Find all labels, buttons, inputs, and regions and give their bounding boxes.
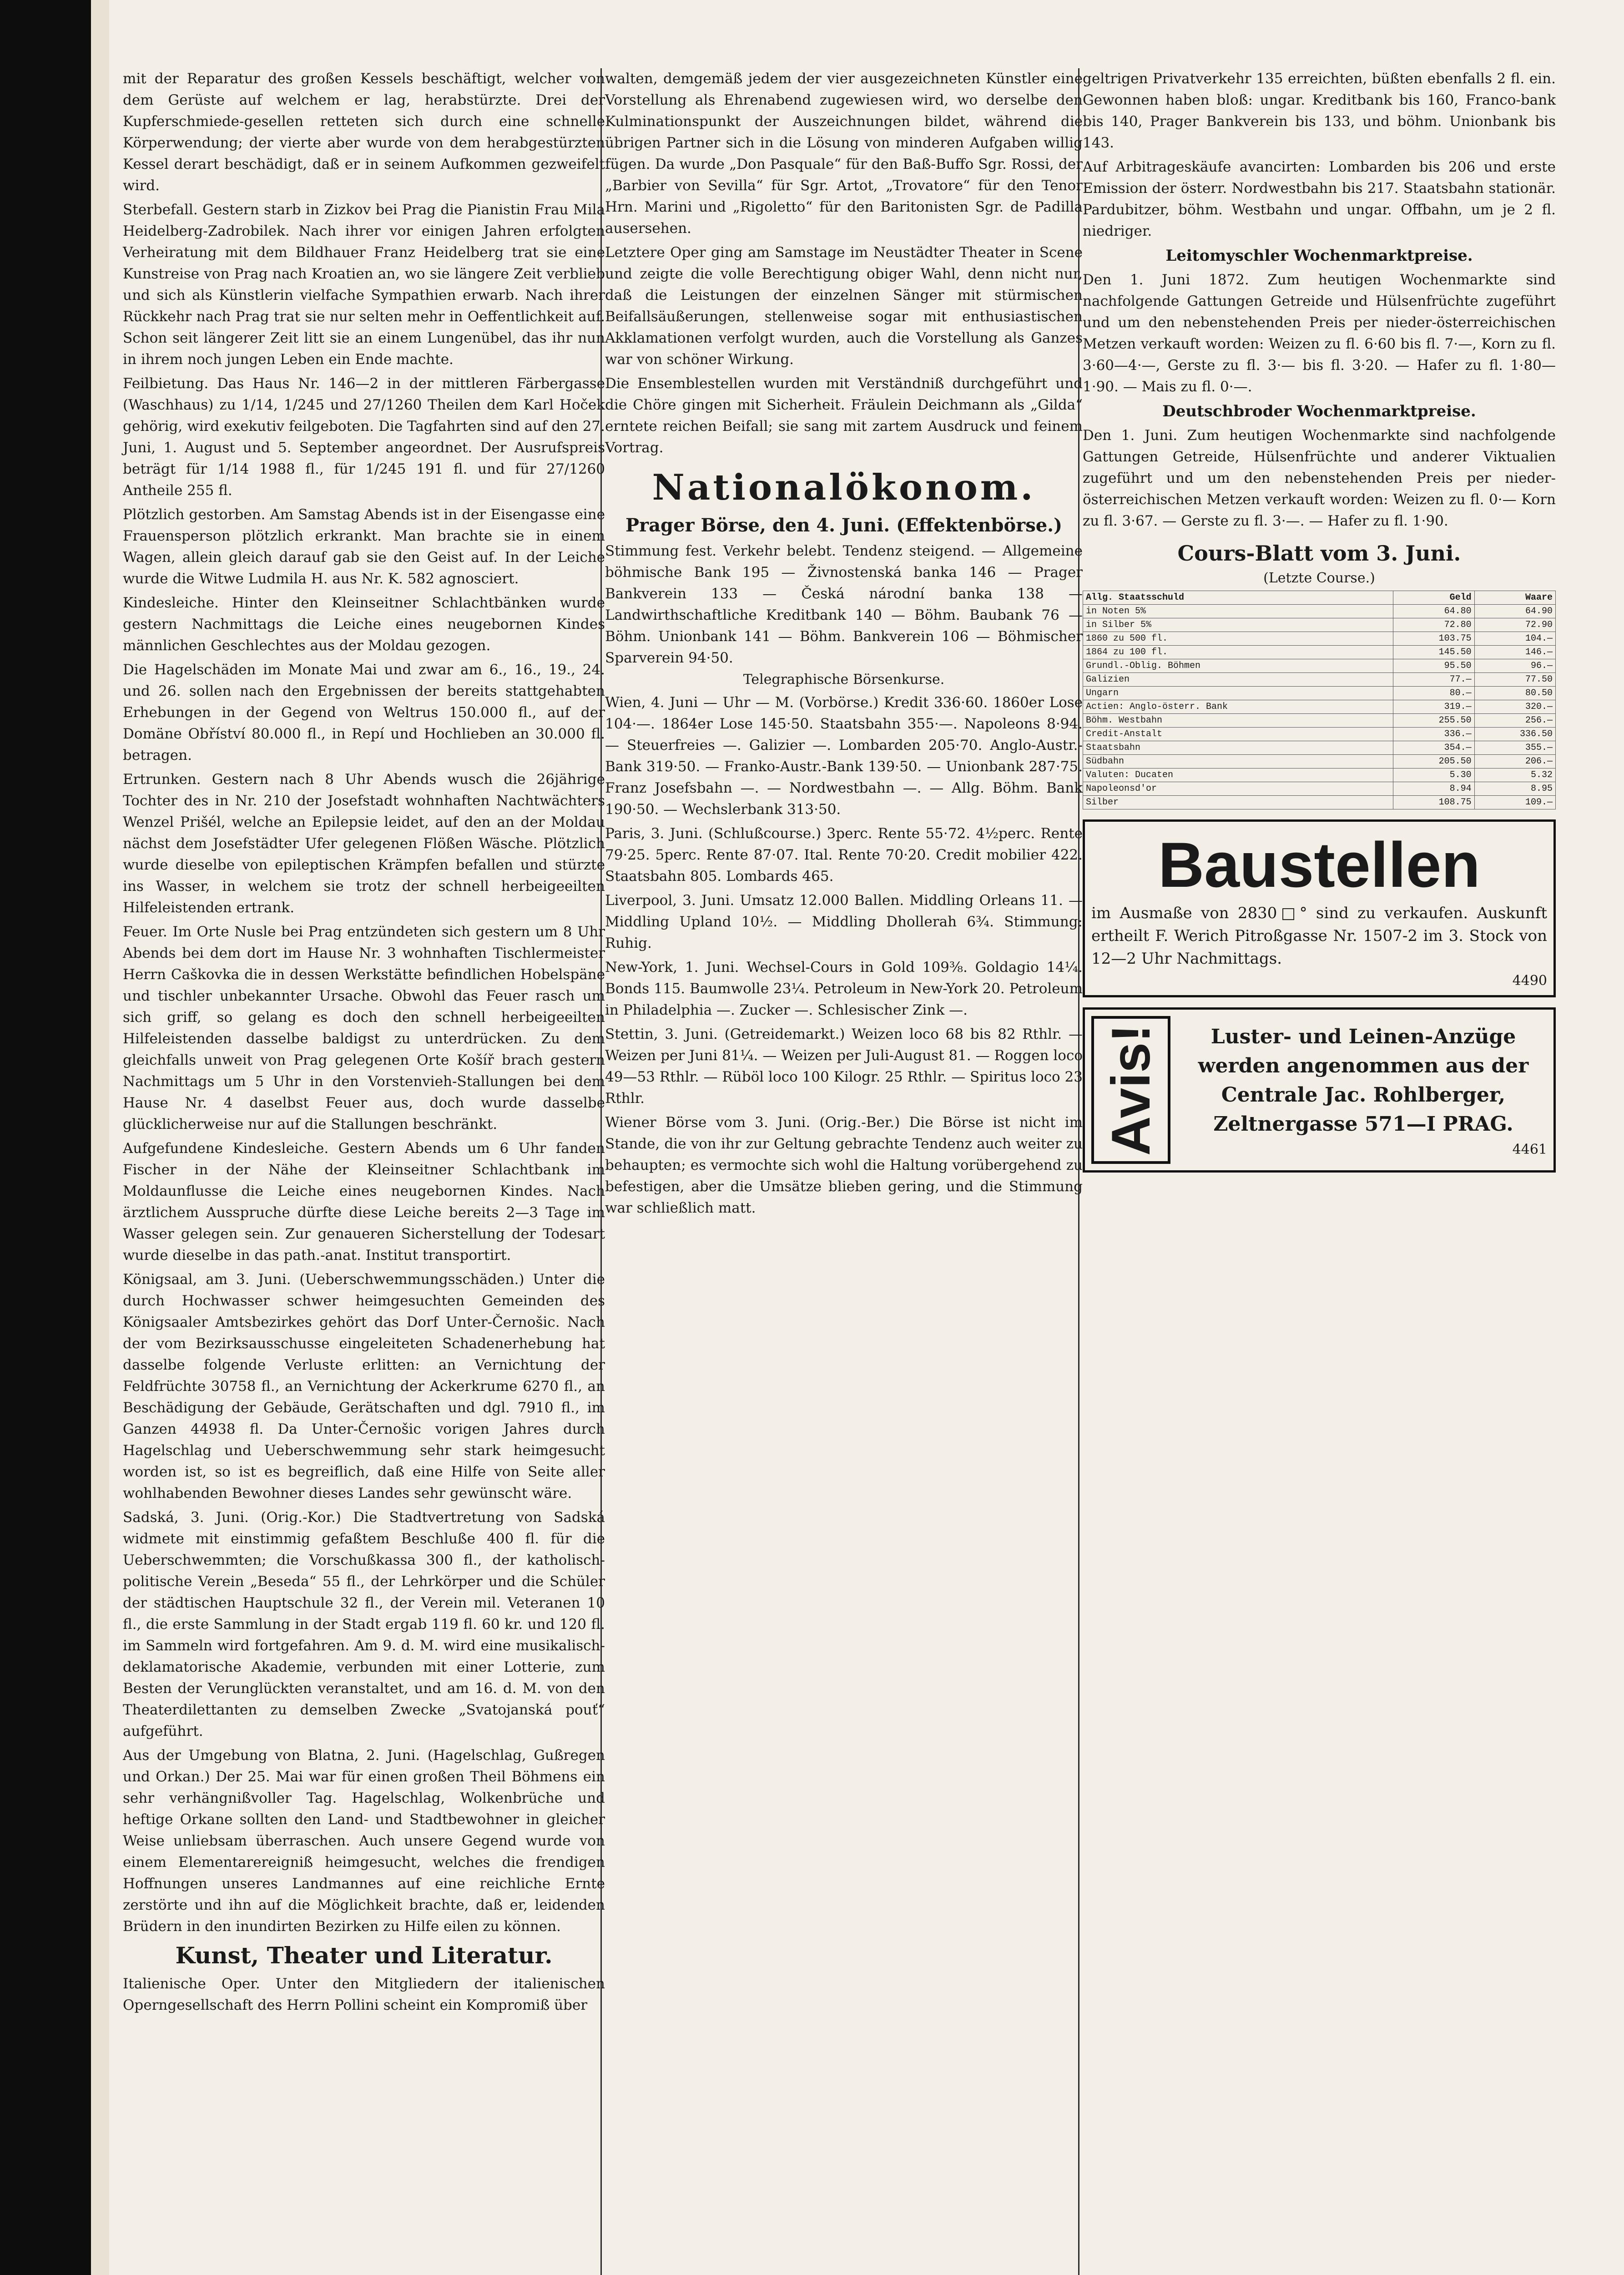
table-cell: Napoleonsd'or [1083,782,1393,796]
table-cell: Credit-Anstalt [1083,728,1393,741]
table-cell: Geld [1393,591,1474,605]
table-row [1083,591,1556,605]
table-row [1083,632,1556,646]
column-right [1083,68,1556,1173]
table-row [1083,618,1556,632]
table-cell: 77.— [1393,673,1474,687]
table-cell: 336.— [1393,728,1474,741]
table-cell: 8.94 [1393,782,1474,796]
table-row [1083,659,1556,673]
table-cell: 95.50 [1393,659,1474,673]
table-cell: 205.50 [1393,755,1474,768]
table-cell: 64.90 [1474,605,1555,618]
article-paragraph: Aus der Umgebung von Blatna, 2. Juni. (Hagelschlag, Gußregen und Orkan.) Der 25. Mai war für einen großen Theil Böhmens ein sehr verhängnißvoller Tag. Hagelschlag, Wolkenbrüche und heftige Orkane sollten den Land- und Stadtbewohner in gleicher Weise unliebsam überraschen. Auch unsere Gegend wurde von einem Elementarereigniß heimgesucht, welches die frendigen Hoffnungen unseres Landmannes auf eine reichliche Ernte zerstörte und ihn auf die Möglichkeit brachte, daß er, leidenden Brüdern in den inundirten Bezirken zu Hilfe eilen zu können. [123,1747,605,1935]
table-row [1083,673,1556,687]
table-cell: 109.— [1474,796,1555,809]
section-heading: Nationalökonom. [652,467,1036,508]
table-row [1083,714,1556,728]
avis-advertisement [1083,1007,1556,1173]
left-binding-strip [0,0,91,2275]
market-heading: Deutschbroder Wochenmarktpreise. [1162,402,1476,420]
table-cell: in Noten 5% [1083,605,1393,618]
article-paragraph: Italienische Oper. Unter den Mitgliedern der italienischen Operngesellschaft des Herrn Pollini scheint ein Kompromiß über [123,1976,605,2013]
market-report: Liverpool, 3. Juni. Umsatz 12.000 Ballen. Middling Orleans 11. — Middling Upland 10½. — Middling Dhollerah 6¾. Stimmung: Ruhig. [605,892,1083,951]
table-cell: 355.— [1474,741,1555,755]
table-cell: Grundl.-Oblig. Böhmen [1083,659,1393,673]
article-paragraph: mit der Reparatur des großen Kessels beschäftigt, welcher von dem Gerüste auf welchem er lag, herabstürzte. Drei der Kupferschmiede-gesellen retteten sich durch eine schnelle Körperwendung; der vierte aber wurde von dem herabgestürzten Kessel derart beschädigt, daß er in seinem Aufkommen gezweifelt wird. [123,71,605,194]
table-cell: 5.32 [1474,768,1555,782]
table-cell: 1860 zu 500 fl. [1083,632,1393,646]
table-cell: Ungarn [1083,687,1393,700]
market-report: Stettin, 3. Juni. (Getreidemarkt.) Weizen loco 68 bis 82 Rthlr. — Weizen per Juni 81¼. — Weizen per Juli-August 81. — Roggen loco 49—53 Rthlr. — Rüböl loco 100 Kilogr. 25 Rthlr. — Spiritus loco 23 Rthlr. [605,1026,1083,1107]
table-cell: 77.50 [1474,673,1555,687]
market-report: New-York, 1. Juni. Wechsel-Cours in Gold 109⅜. Goldagio 14¼. Bonds 115. Baumwolle 23¼. Petroleum in New-York 20. Petroleum in Philadelphia —. Zucker —. Schlesischer Zink —. [605,959,1083,1018]
table-row [1083,755,1556,768]
table-row [1083,646,1556,659]
market-report: Stimmung fest. Verkehr belebt. Tendenz steigend. — Allgemeine böhmische Bank 195 — Živnostenská banka 146 — Prager Bankverein 133 — Česká národní banka 138 — Landwirthschaftliche Kreditbank 140 — Böhm. Baubank 76 — Böhm. Unionbank 141 — Böhm. Bankverein 106 — Böhmischer Sparverein 94·50. [605,543,1083,666]
table-cell: 145.50 [1393,646,1474,659]
article-paragraph: Sterbefall. Gestern starb in Zizkov bei Prag die Pianistin Frau Mila Heidelberg-Zadrobilek. Nach ihrer vor einigen Jahren erfolgten Verheiratung mit dem Bildhauer Franz Heidelberg trat sie eine Kunstreise von Prag nach Kroatien an, wo sie längere Zeit verblieb und sich als Künstlerin vielfache Sympathien erwarb. Nach ihrer Rückkehr nach Prag trat sie nur selten mehr in Oeffentlichkeit auf. Schon seit längerer Zeit litt sie an einem Lungenübel, das ihr nun in ihrem noch jungen Leben ein Ende machte. [123,202,605,368]
table-cell: 80.50 [1474,687,1555,700]
table-cell: 72.80 [1393,618,1474,632]
table-cell: Galizien [1083,673,1393,687]
column-left [123,68,605,2019]
article-paragraph: Ertrunken. Gestern nach 8 Uhr Abends wusch die 26jährige Tochter des in Nr. 210 der Josefstadt wohnhaften Nachtwächters Wenzel Prišél, welche an Epilepsie leidet, auf den an der Moldau nächst dem Josefstädter Ufer gelegenen Flößen Wäsche. Plötzlich wurde dieselbe von epileptischen Krämpfen befallen und stürzte ins Wasser, in welchem sie trotz der schnell herbeigeeilten Hilfeleistenden ertrank. [123,771,605,916]
table-cell: 319.— [1393,700,1474,714]
table-row [1083,687,1556,700]
article-paragraph: Plötzlich gestorben. Am Samstag Abends ist in der Eisengasse eine Frauensperson plötzlich erkrankt. Man brachte sie in einem Wagen, allein gleich darauf gab sie den Geist auf. In der Leiche wurde die Witwe Ludmila H. aus Nr. K. 582 agnosciert. [123,506,605,587]
market-heading: Leitomyschler Wochenmarktpreise. [1165,247,1473,265]
market-heading: Prager Börse, den 4. Juni. (Effektenbörse.) [625,515,1063,536]
table-cell: 104.— [1474,632,1555,646]
article-paragraph: Kindesleiche. Hinter den Kleinseitner Schlachtbänken wurde gestern Nachmittags die Leiche eines neugebornen Kindes männlichen Geschlechtes aus der Moldau gezogen. [123,595,605,654]
table-cell: 72.90 [1474,618,1555,632]
table-cell: 336.50 [1474,728,1555,741]
article-paragraph: Feilbietung. Das Haus Nr. 146—2 in der mittleren Färbergasse (Waschhaus) zu 1/14, 1/245 und 27/1260 Theilen dem Karl Hoček gehörig, wird exekutiv feilgeboten. Die Tagfahrten sind auf den 27. Juni, 1. August und 5. September angeordnet. Der Ausrufspreis beträgt für 1/14 1988 fl., für 1/245 191 fl. und für 27/1260 Antheile 255 fl. [123,375,605,499]
left-margin [91,0,109,2275]
exchange-rate-table [1083,591,1556,809]
table-cell: Waare [1474,591,1555,605]
table-row [1083,700,1556,714]
article-paragraph: Die Ensemblestellen wurden mit Verständniß durchgeführt und die Chöre gingen mit Sicherheit. Fräulein Deichmann als „Gilda“ erntete reichen Beifall; sie sang mit zartem Ausdruck und feinem Vortrag. [605,375,1083,456]
table-cell: 1864 zu 100 fl. [1083,646,1393,659]
ad-number: 4490 [1512,973,1547,989]
table-cell: Allg. Staatsschuld [1083,591,1393,605]
article-paragraph: walten, demgemäß jedem der vier ausgezeichneten Künstler eine Vorstellung als Ehrenabend zugewiesen wird, wo derselbe den Kulminationspunkt der Auszeichnungen bildet, während die übrigen Partner sich in die Lösung von minderen Aufgaben willig fügen. Da wurde „Don Pasquale“ für den Baß-Buffo Sgr. Rossi, der „Barbier von Sevilla“ für Sgr. Artot, „Trovatore“ für den Tenor Hrn. Marini und „Rigoletto“ für den Baritonisten Sgr. de Padilla ausersehen. [605,71,1083,237]
table-cell: in Silber 5% [1083,618,1393,632]
market-report: Den 1. Juni 1872. Zum heutigen Wochenmarkte sind nachfolgende Gattungen Getreide und Hülsenfrüchte zugeführt und um den nebenstehenden Preis per nieder-österreichischen Metzen verkauft worden: Weizen zu fl. 6·60 bis fl. 7·—, Korn zu fl. 3·60—4·—, Gerste zu fl. 3·— bis fl. 3·20. — Hafer zu fl. 1·80—1·90. — Mais zu fl. 0·—. [1083,272,1556,395]
subheading: Telegraphische Börsenkurse. [743,672,945,688]
article-paragraph: Sadská, 3. Juni. (Orig.-Kor.) Die Stadtvertretung von Sadská widmete mit einstimmig gefaßtem Beschluße 400 fl. für die Ueberschwemmten; die Vorschußkassa 300 fl., der katholisch-politische Verein „Beseda“ 55 fl., der Lehrkörper und die Schüler der städtischen Hauptschule 32 fl., der Verein mil. Veteranen 10 fl., die erste Sammlung in der Stadt ergab 119 fl. 60 kr. und 120 fl. im Sammeln wird fortgefahren. Am 9. d. M. wird eine musikalisch-deklamatorische Akademie, verbunden mit einer Lotterie, zum Besten der Verunglückten veranstaltet, und am 16. d. M. von den Theaterdilettanten zu demselben Zwecke „Svatojanská pouť“ aufgeführt. [123,1509,605,1739]
table-cell: Valuten: Ducaten [1083,768,1393,782]
cours-blatt-title: Cours-Blatt vom 3. Juni. [1177,541,1461,566]
ad-title: Baustellen [1158,829,1480,900]
article-paragraph: Auf Arbitrageskäufe avancirten: Lombarden bis 206 und erste Emission der österr. Nordwestbahn bis 217. Staatsbahn stationär. Pardubitzer, böhm. Westbahn und ungar. Offbahn, um je 2 fl. niedriger. [1083,159,1556,239]
table-row [1083,728,1556,741]
market-report: Paris, 3. Juni. (Schlußcourse.) 3perc. Rente 55·72. 4½perc. Rente 79·25. 5perc. Rente 87·07. Ital. Rente 70·20. Credit mobilier 422. Staatsbahn 805. Lombards 465. [605,825,1083,885]
table-cell: Silber [1083,796,1393,809]
table-cell: Actien: Anglo-österr. Bank [1083,700,1393,714]
market-report: Wien, 4. Juni — Uhr — M. (Vorbörse.) Kredit 336·60. 1860er Lose 104·—. 1864er Lose 145·50. Staatsbahn 355·—. Napoleons 8·94. — Steuerfreies —. Galizier —. Lombarden 205·70. Anglo-Austr.-Bank 319·50. — Franko-Austr.-Bank 139·50. — Unionbank 287·75. Franz Josefsbahn —. — Nordwestbahn —. — Allg. Böhm. Bank 190·50. — Wechslerbank 313·50. [605,694,1083,818]
table-cell: 80.— [1393,687,1474,700]
table-cell: 64.80 [1393,605,1474,618]
table-cell: 5.30 [1393,768,1474,782]
market-report: Wiener Börse vom 3. Juni. (Orig.-Ber.) Die Börse ist nicht im Stande, die von ihr zur Geltung gebrachte Tendenz auch weiter zu behaupten; es vermochte sich wohl die Haltung vorübergehend zu befestigen, aber die Umsätze blieben gering, und die Stimmung war schließlich matt. [605,1114,1083,1216]
table-cell: 206.— [1474,755,1555,768]
table-cell: 255.50 [1393,714,1474,728]
article-paragraph: geltrigen Privatverkehr 135 erreichten, büßten ebenfalls 2 fl. ein. Gewonnen haben bloß: ungar. Kreditbank bis 160, Franco-bank bis 140, Prager Bankverein bis 133, und böhm. Unionbank bis 143. [1083,71,1556,151]
cours-blatt-subtitle: (Letzte Course.) [1263,570,1375,586]
article-paragraph: Feuer. Im Orte Nusle bei Prag entzündeten sich gestern um 8 Uhr Abends bei dem dort im Hause Nr. 3 wohnhaften Tischlermeister Herrn Caškovka die in dessen Werkstätte befindlichen Hobelspäne und tischler unbekannter Ursache. Obwohl das Feuer rasch um sich griff, so gelang es doch den schnell herbeigeeilten Hilfeleistenden dasselbe baldigst zu unterdrücken. Zu dem gleichfalls unweit von Prag gelegenen Orte Košíř brach gestern Nachmittags um 5 Uhr in den Vorstenvieh-Stallungen bei dem Hause Nr. 4 daselbst Feuer aus, doch wurde dasselbe glücklicherweise nur auf die Stallungen beschränkt. [123,924,605,1132]
table-row [1083,796,1556,809]
table-row [1083,605,1556,618]
avis-label: Avis! [1091,1016,1170,1164]
table-cell: 8.95 [1474,782,1555,796]
table-cell: Staatsbahn [1083,741,1393,755]
article-paragraph: Aufgefundene Kindesleiche. Gestern Abends um 6 Uhr fanden Fischer in der Nähe der Kleinseitner Schlachtbank im Moldaunflusse die Leiche eines neugebornen Kindes. Nach ärztlichem Ausspruche dürfte diese Leiche bereits 2—3 Tage im Wasser gelegen sein. Zur genaueren Sicherstellung der Todesart wurde dieselbe in das path.-anat. Institut transportirt. [123,1140,605,1264]
article-paragraph: Königsaal, am 3. Juni. (Ueberschwemmungsschäden.) Unter die durch Hochwasser schwer heimgesuchten Gemeinden des Königsaaler Amtsbezirkes gehört das Dorf Unter-Černošic. Nach der vom Bezirksausschusse eingeleiteten Schadenerhebung hat dasselbe folgende Verluste erlitten: an Vernichtung der Feldfrüchte 30758 fl., an Vernichtung der Ackerkrume 6270 fl., an Beschädigung der Gebäude, Gerätschaften und dgl. 7910 fl., im Ganzen 44938 fl. Da Unter-Černošic vorigen Jahres durch Hagelschlag und Ueberschwemmung sehr stark heimgesucht worden ist, so ist es begreiflich, daß eine Hilfe von Seite aller wohlhabenden Bewohner dieses Landes sehr gewünscht wäre. [123,1271,605,1502]
table-cell: Südbahn [1083,755,1393,768]
section-heading: Kunst, Theater und Literatur. [175,1942,553,1969]
table-cell: 256.— [1474,714,1555,728]
table-cell: 146.— [1474,646,1555,659]
column-middle [605,68,1083,1222]
ad-text: im Ausmaße von 2830□° sind zu verkaufen. Auskunft ertheilt F. Werich Pitroßgasse Nr. 1507-2 im 3. Stock von 12—2 Uhr Nachmittags. [1091,904,1547,968]
market-report: Den 1. Juni. Zum heutigen Wochenmarkte sind nachfolgende Gattungen Getreide, Hülsenfrüchte und anderer Viktualien zugeführt und um den nebenstehenden Preis per nieder-österreichischen Metzen verkauft worden: Weizen zu fl. 0·— Korn zu fl. 3·67. — Gerste zu fl. 3·—. — Hafer zu fl. 1·90. [1083,427,1556,529]
table-cell: 108.75 [1393,796,1474,809]
table-cell: Böhm. Westbahn [1083,714,1393,728]
article-paragraph: Letztere Oper ging am Samstage im Neustädter Theater in Scene und zeigte die volle Berechtigung obiger Wahl, denn nicht nur, daß die Leistungen der einzelnen Sänger mit stürmischen Beifallsäußerungen, stellenweise sogar mit enthusiastischen Akklamationen verfolgt wurden, auch die Vorstellung als Ganzes war von schöner Wirkung. [605,244,1083,368]
baustellen-advertisement [1083,819,1556,997]
article-paragraph: Die Hagelschäden im Monate Mai und zwar am 6., 16., 19., 24. und 26. sollen nach den Ergebnissen der bereits stattgehabten Erhebungen in der Gegend von Weltrus 150.000 fl., auf der Domäne Obříství 80.000 fl., in Repí und Hochlieben an 30.000 fl. betragen. [123,662,605,763]
ad-number: 4461 [1512,1141,1547,1158]
table-row [1083,741,1556,755]
table-cell: 320.— [1474,700,1555,714]
table-cell: 103.75 [1393,632,1474,646]
table-row [1083,768,1556,782]
table-row [1083,782,1556,796]
avis-text: Luster- und Leinen-Anzüge werden angenommen aus der Centrale Jac. Rohlberger, Zeltnergasse 571—I PRAG. [1198,1025,1529,1136]
table-cell: 96.— [1474,659,1555,673]
table-cell: 354.— [1393,741,1474,755]
